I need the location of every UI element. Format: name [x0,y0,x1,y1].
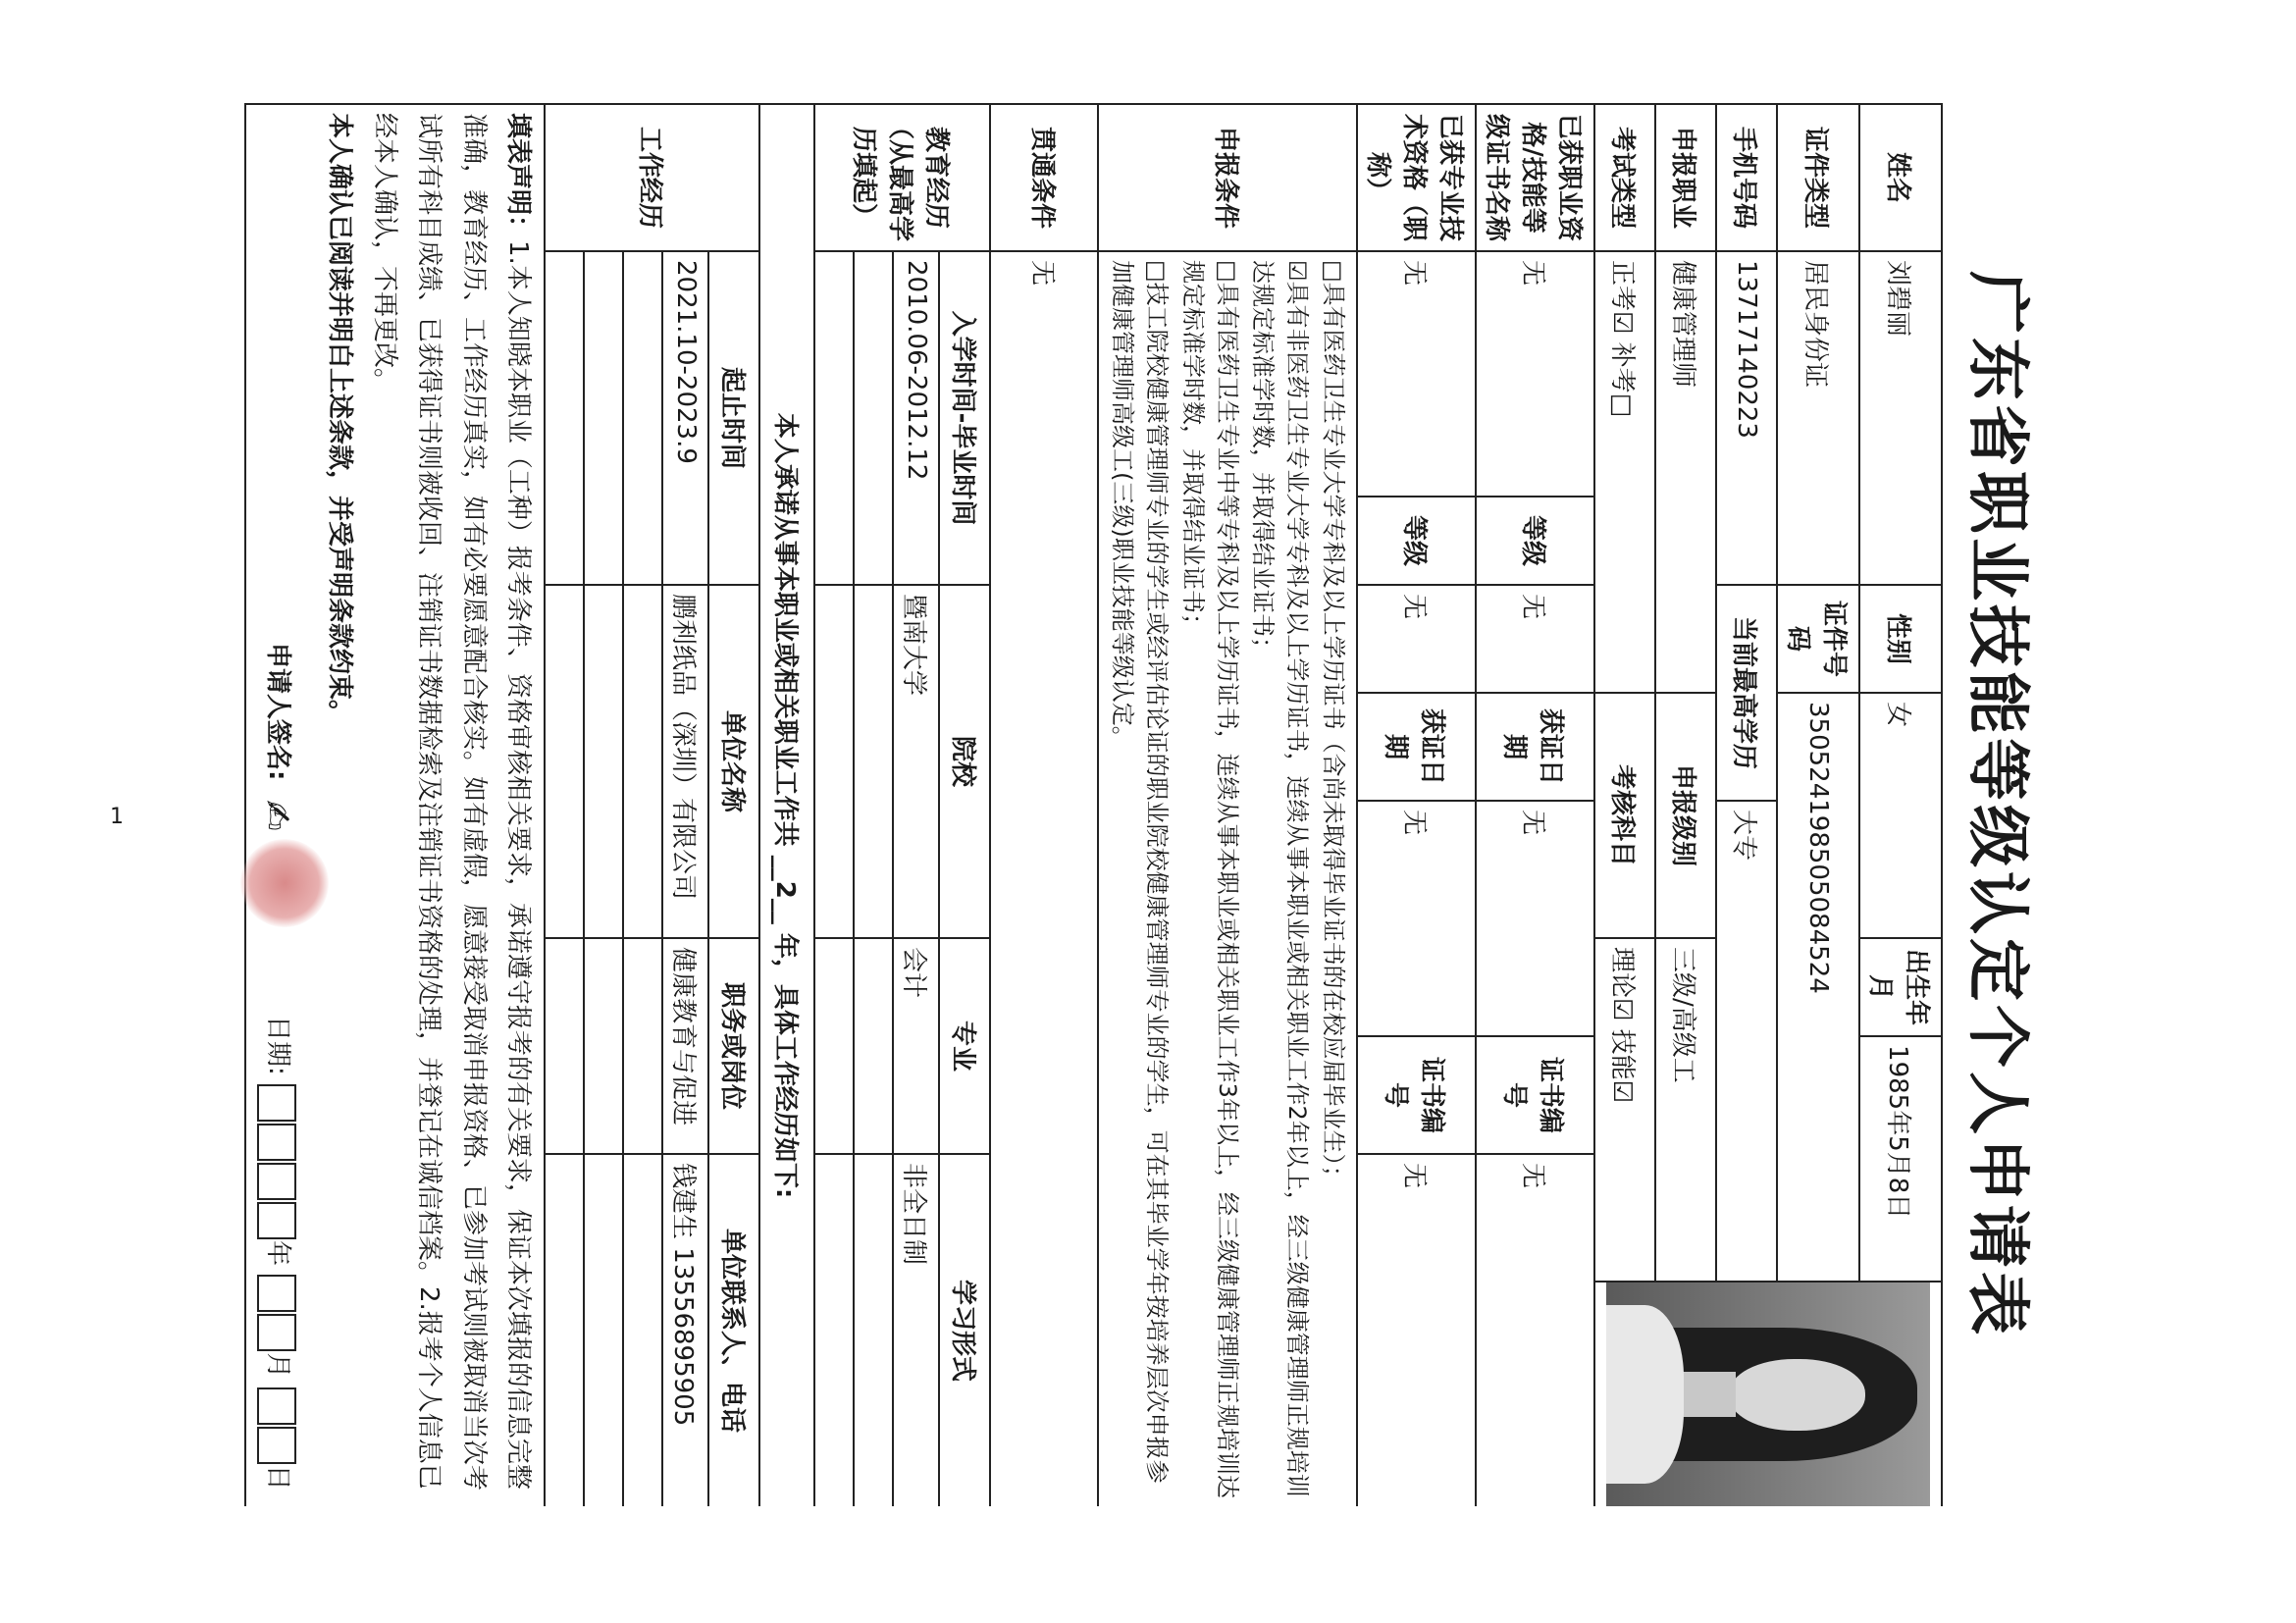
signature: ✍ [254,800,298,831]
label-cert-no-2: 证书编号 [1357,1036,1476,1154]
year-label: 年 [262,1240,292,1267]
form-title: 广东省职业技能等级认定个人申请表 [1960,271,2033,1338]
application-form-sheet [147,103,2051,1506]
col-school: 院校 [939,585,990,938]
sign-label: 申请人签名: [262,643,292,781]
col-contact: 单位联系人、电话 [708,1154,759,1506]
declaration-head: 填表声明： [503,113,534,241]
label-transfer: 贯通条件 [990,104,1098,251]
value-cert-no-2: 无 [1357,1154,1476,1506]
label-subject: 考核科目 [1594,693,1655,938]
date-label: 日期: [262,1016,292,1075]
declaration-text: 1.本人知晓本职业（工种）报考条件、资格审核相关要求，承诺遵守报考的有关要求，保证本次填报的信息完整准确，教育经历、工作经历真实，如有必要愿意配合核实。如有虚假，愿意接受取消申报资格、已参加考试则被取消当次考试所有科目成绩、已获得证书则被收回、注销证书数据检索及注销证书资格的处理，并登记在诚信档案。2.报考个人信息已经本人确认，不再更改。 [369,113,534,1492]
value-gender: 女 [1859,693,1942,938]
col-employer: 单位名称 [708,585,759,938]
value-cert-vocational: 无 [1476,251,1594,497]
value-exam-type: 正考☑ 补考□ [1594,251,1655,693]
label-birth: 出生年月 [1859,938,1942,1036]
declaration-confirm: 本人确认已阅读并明白上述条款，并受声明条款约束。 [325,113,355,726]
fingerprint-stamp [240,839,329,927]
value-level: 三级/高级工 [1655,938,1716,1282]
value-grade-2: 无 [1357,585,1476,693]
month-label: 月 [262,1352,292,1379]
date-row [254,1016,299,1491]
condition-item: □具有医药卫生专业中等专科及以上学历证书，连续从事本职业或相关职业工作3年以上，经三级健康管理师正规培训达规定标准学时数，并取得结业证书； [1178,260,1241,1498]
label-exam-type: 考试类型 [1594,104,1655,251]
col-study-form: 学习形式 [939,1154,990,1506]
page-number: 1 [110,805,124,829]
conditions-cell [1098,251,1357,1506]
value-issue-date-1: 无 [1476,801,1594,1036]
value-id-type: 居民身份证 [1777,251,1859,585]
work-contact: 钱建生 13556895905 [662,1154,708,1506]
label-cert-no-1: 证书编号 [1476,1036,1594,1154]
value-issue-date-2: 无 [1357,801,1476,1036]
label-edu: 当前最高学历 [1716,585,1777,801]
photo-cell [1594,1282,1942,1506]
label-id-type: 证件类型 [1777,104,1859,251]
label-occupation: 申报职业 [1655,104,1716,251]
label-phone: 手机号码 [1716,104,1777,251]
value-occupation: 健康管理师 [1655,251,1716,693]
label-cert-professional: 已获专业技术资格（职称） [1357,104,1476,251]
work-position: 健康教育与促进 [662,938,708,1154]
rotated-form-viewport [147,103,2051,1506]
declaration-cell [245,104,546,1506]
value-subject: 理论☑ 技能☑ [1594,938,1655,1282]
value-grade-1: 无 [1476,585,1594,693]
col-major: 专业 [939,938,990,1154]
label-conditions: 申报条件 [1098,104,1357,251]
work-pledge: 本人承诺从事本职业或相关职业工作共 __2__ 年，具体工作经历如下: [759,104,814,1506]
edu-school: 暨南大学 [893,585,939,938]
condition-item: □技工院校健康管理师专业的学生或经评估论证的职业院校健康管理师专业的学生，可在其毕业学年按培养层次申报参加健康管理师高级工(三级)职业技能等级认定。 [1109,260,1172,1484]
signature-row [250,113,309,1498]
col-work-time: 起止时间 [708,251,759,585]
value-id-no: 350524198505084524 [1777,693,1859,1282]
edu-major: 会计 [893,938,939,1154]
label-work: 工作经历 [545,104,759,251]
label-education: 教育经历（从最高学历填起） [814,104,990,251]
value-birth: 1985年5月8日 [1859,1036,1942,1282]
condition-item: □具有医药卫生专业大学专科及以上学历证书（含尚未取得毕业证书的在校应届毕业生）； [1320,260,1347,1189]
applicant-photo [1606,1283,1930,1506]
work-employer: 鹏利纸品（深圳）有限公司 [662,585,708,938]
day-label: 日 [262,1464,292,1491]
label-grade-2: 等级 [1357,497,1476,585]
application-table [244,103,1943,1506]
value-name: 刘碧丽 [1859,251,1942,585]
value-cert-no-1: 无 [1476,1154,1594,1506]
label-cert-vocational: 已获职业资格/技能等级证书名称 [1476,104,1594,251]
condition-item: ☑具有非医药卫生专业大学专科及以上学历证书，连续从事本职业或相关职业工作2年以上，经三级健康管理师正规培训达规定标准学时数，并取得结业证书； [1249,260,1312,1497]
label-issue-date-2: 获证日期 [1357,693,1476,801]
work-time: 2021.10-2023.9 [662,251,708,585]
value-cert-professional: 无 [1357,251,1476,497]
col-position: 职务或岗位 [708,938,759,1154]
value-transfer: 无 [990,251,1098,1506]
label-name: 姓名 [1859,104,1942,251]
label-issue-date-1: 获证日期 [1476,693,1594,801]
label-gender: 性别 [1859,585,1942,693]
edu-time: 2010.06-2012.12 [893,251,939,585]
label-level: 申报级别 [1655,693,1716,938]
col-edu-time: 入学时间-毕业时间 [939,251,990,585]
label-grade-1: 等级 [1476,497,1594,585]
value-phone: 13717140223 [1716,251,1777,585]
edu-form: 非全日制 [893,1154,939,1506]
value-edu: 大专 [1716,801,1777,1282]
label-id-no: 证件号码 [1777,585,1859,693]
